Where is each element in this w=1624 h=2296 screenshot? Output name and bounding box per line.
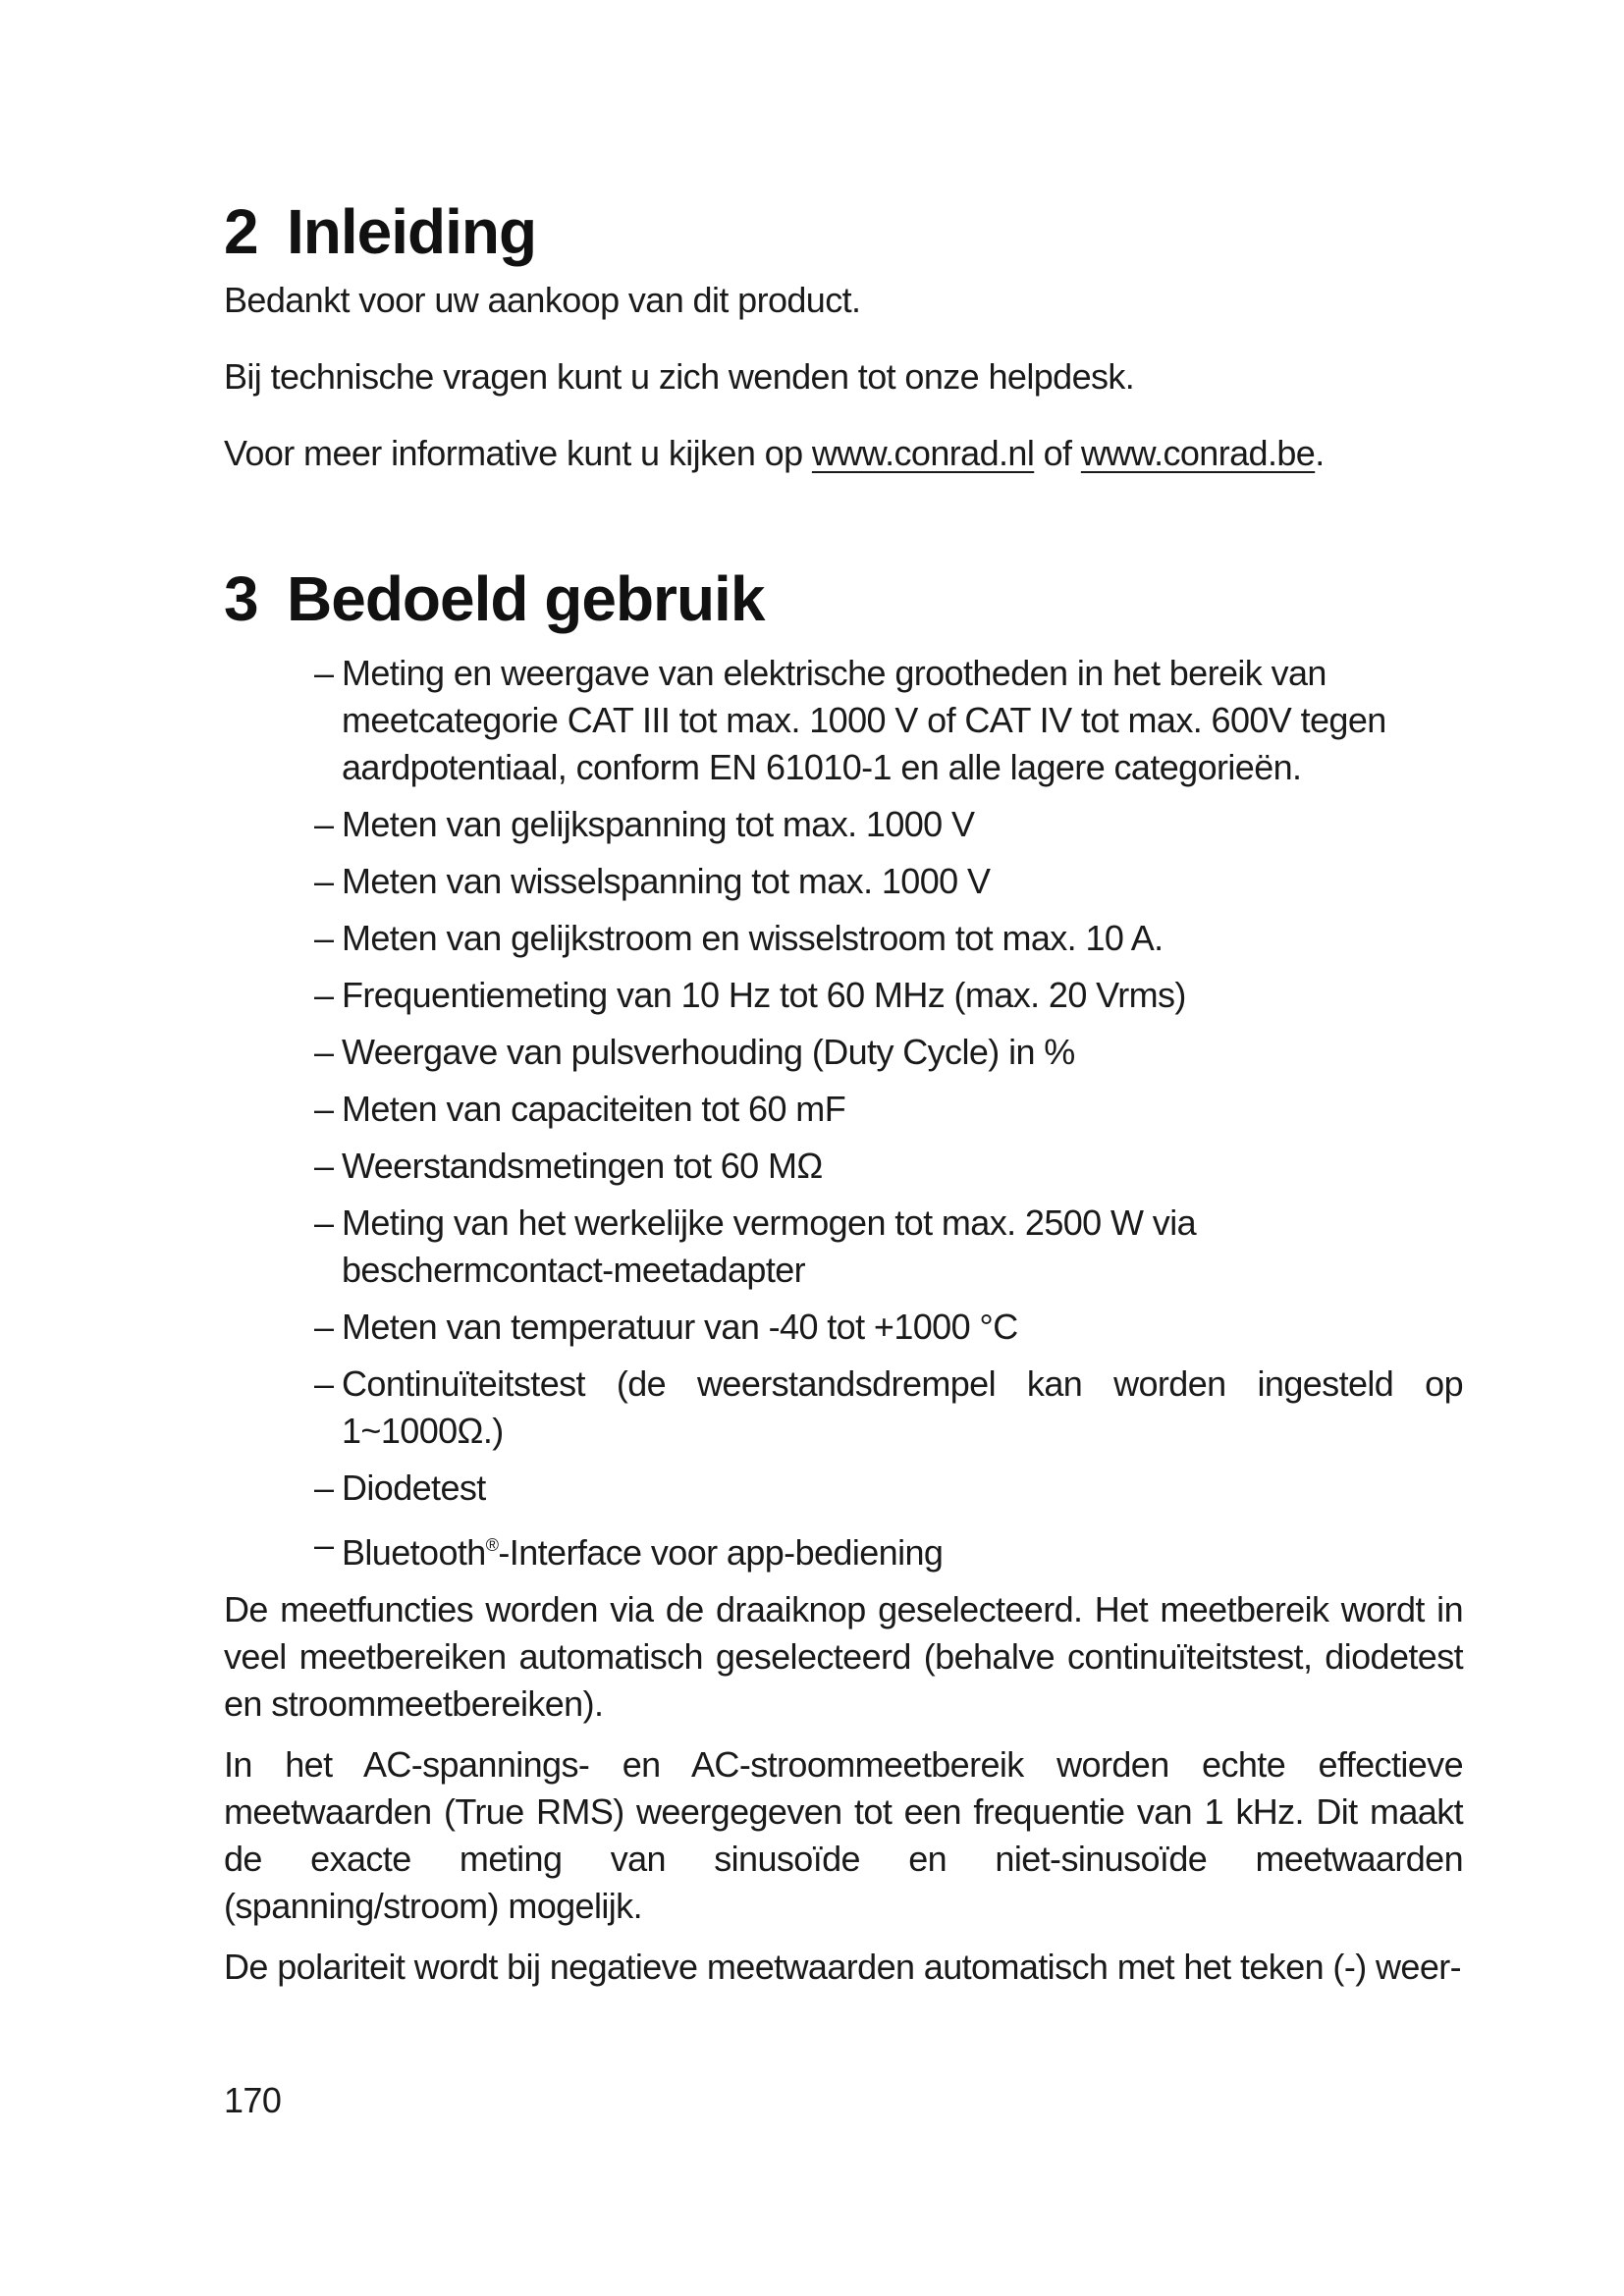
section-3-number: 3 bbox=[224, 563, 258, 634]
section-2-title: Inleiding bbox=[287, 196, 537, 267]
bullet-dash: – bbox=[314, 1307, 334, 1347]
bullet-dash: – bbox=[314, 653, 334, 693]
section-2-number: 2 bbox=[224, 196, 258, 267]
list-item bbox=[224, 1200, 1463, 1294]
list-item-text: Continuïteitstest (de weerstandsdrempel kan worden ingesteld op 1~1000Ω.) bbox=[342, 1363, 1463, 1451]
list-item bbox=[224, 858, 1463, 905]
list-item-text: Meting en weergave van elektrische grootheden in het bereik van meetcategorie CAT III tot max. 1000 V of CAT IV tot max. 600V tegen aardpotentiaal, conform EN 61010-1 en alle lagere categorieën. bbox=[342, 653, 1386, 787]
bullet-dash: – bbox=[314, 1146, 334, 1186]
list-item bbox=[224, 1143, 1463, 1190]
bullet-dash: – bbox=[314, 1363, 334, 1404]
list-item bbox=[224, 801, 1463, 848]
bullet-dash: – bbox=[314, 1032, 334, 1072]
intended-use-list bbox=[224, 650, 1463, 1576]
list-item-text: Meten van wisselspanning tot max. 1000 V bbox=[342, 861, 991, 901]
list-item-text: Meten van capaciteiten tot 60 mF bbox=[342, 1089, 846, 1129]
bullet-dash: – bbox=[314, 1089, 334, 1129]
conrad-nl-link[interactable]: www.conrad.nl bbox=[811, 433, 1035, 473]
bullet-dash: – bbox=[314, 975, 334, 1015]
page-content bbox=[224, 196, 1463, 1991]
list-item-text: Weergave van pulsverhouding (Duty Cycle) in % bbox=[342, 1032, 1075, 1072]
links-suffix: . bbox=[1315, 433, 1325, 473]
list-item bbox=[224, 1086, 1463, 1133]
bullet-dash: – bbox=[314, 918, 334, 958]
list-item bbox=[224, 1465, 1463, 1512]
list-item bbox=[224, 1361, 1463, 1455]
section-3-heading bbox=[224, 563, 1463, 634]
body-paragraph-functions: De meetfuncties worden via de draaiknop geselecteerd. Het meetbereik wordt in veel meetbereiken automatisch geselecteerd (behalve continuïteitstest, diodetest en stroommeetbereiken). bbox=[224, 1589, 1463, 1724]
body-paragraph-polarity: De polariteit wordt bij negatieve meetwaarden automatisch met het teken (-) weer- bbox=[224, 1947, 1462, 1987]
list-item bbox=[224, 1029, 1463, 1076]
list-item-text: Meten van gelijkstroom en wisselstroom tot max. 10 A. bbox=[342, 918, 1164, 958]
list-item-text: Weerstandsmetingen tot 60 MΩ bbox=[342, 1146, 823, 1186]
list-item-text: Frequentiemeting van 10 Hz tot 60 MHz (max. 20 Vrms) bbox=[342, 975, 1186, 1015]
bullet-dash: – bbox=[314, 1468, 334, 1508]
list-item-text: Meting van het werkelijke vermogen tot max. 2500 W via beschermcontact-meetadapter bbox=[342, 1202, 1197, 1290]
registered-mark: ® bbox=[485, 1535, 499, 1555]
links-mid: of bbox=[1034, 433, 1081, 473]
bluetooth-suffix: -Interface voor app-bediening bbox=[498, 1532, 944, 1573]
intro-paragraph-helpdesk: Bij technische vragen kunt u zich wenden tot onze helpdesk. bbox=[224, 356, 1135, 397]
intro-paragraph-thanks: Bedankt voor uw aankoop van dit product. bbox=[224, 280, 861, 320]
bullet-dash: – bbox=[314, 861, 334, 901]
bullet-dash: – bbox=[314, 1524, 334, 1565]
section-3-title: Bedoeld gebruik bbox=[287, 563, 765, 634]
body-paragraph-true-rms: In het AC-spannings- en AC-stroommeetbereik worden echte effectieve meetwaarden (True RMS) weergegeven tot een frequentie van 1 kHz. Dit maakt de exacte meting van sinusoïde en niet-sinusoïde meetwaarden (spanning/stroom) mogelijk. bbox=[224, 1744, 1463, 1926]
list-item-bluetooth bbox=[224, 1522, 1463, 1576]
list-item-text: Meten van temperatuur van -40 tot +1000 °C bbox=[342, 1307, 1018, 1347]
list-item bbox=[224, 915, 1463, 962]
page-number: 170 bbox=[224, 2080, 282, 2120]
list-item bbox=[224, 650, 1463, 791]
list-item-text: Diodetest bbox=[342, 1468, 486, 1508]
list-item-text: Meten van gelijkspanning tot max. 1000 V bbox=[342, 804, 975, 844]
list-item bbox=[224, 972, 1463, 1019]
links-prefix: Voor meer informative kunt u kijken op bbox=[224, 433, 812, 473]
bluetooth-prefix: Bluetooth bbox=[342, 1532, 486, 1573]
list-item bbox=[224, 1304, 1463, 1351]
conrad-be-link[interactable]: www.conrad.be bbox=[1080, 433, 1316, 473]
section-2-heading bbox=[224, 196, 1463, 267]
bullet-dash: – bbox=[314, 804, 334, 844]
intro-paragraph-links bbox=[224, 430, 1463, 477]
bullet-dash: – bbox=[314, 1202, 334, 1243]
